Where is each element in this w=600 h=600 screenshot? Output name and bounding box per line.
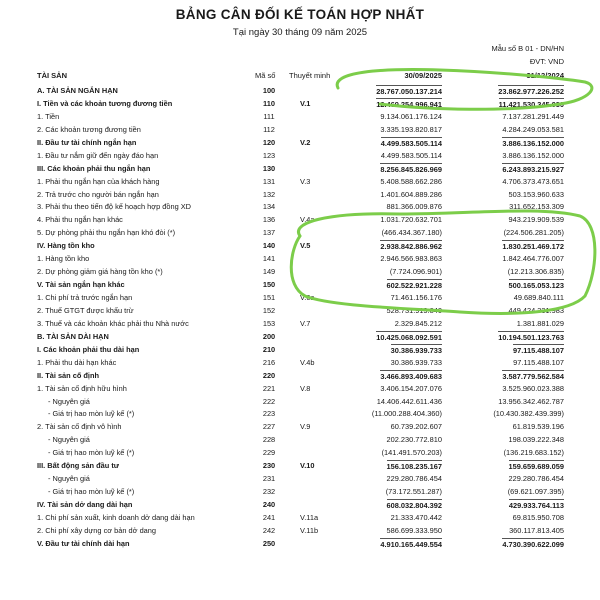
row-value-period-2: 198.039.222.348 — [508, 435, 564, 445]
report-date: Tại ngày 30 tháng 09 năm 2025 — [232, 27, 368, 38]
row-name: 1. Phải thu ngắn hạn của khách hàng — [37, 176, 160, 186]
row-name: 5. Dự phòng phải thu ngắn hạn khó đòi (*) — [37, 228, 176, 238]
row-code: 200 — [262, 331, 276, 341]
row-name: I. Tiền và các khoản tương đương tiền — [37, 98, 173, 108]
row-name: IV. Tài sản dở dang dài hạn — [37, 500, 133, 509]
table-row — [0, 292, 600, 305]
row-code: 150 — [262, 280, 276, 290]
row-name: - Giá trị hao mòn luỹ kế (*) — [48, 487, 135, 497]
table-row — [0, 357, 600, 370]
row-note: V.11b — [300, 525, 319, 535]
form-code: Mẫu số B 01 - DN/HN — [491, 44, 564, 53]
row-code: 110 — [263, 98, 275, 108]
row-code: 229 — [262, 448, 276, 458]
row-value-period-1: 12.469.254.996.941 — [376, 99, 442, 109]
row-value-period-1: 3.466.893.409.683 — [380, 371, 442, 381]
row-value-period-1: (466.434.367.180) — [381, 228, 442, 238]
row-value-period-1: (7.724.096.901) — [389, 267, 442, 277]
table-row — [0, 318, 600, 331]
row-name: II. Tài sản cố định — [37, 370, 100, 380]
row-code: 221 — [262, 383, 276, 393]
row-value-period-1: 1.401.604.889.286 — [380, 189, 442, 199]
table-row — [0, 163, 600, 176]
row-value-period-2: 4.706.373.473.651 — [502, 176, 564, 186]
row-name: 1. Tài sản cố định hữu hình — [37, 383, 127, 393]
row-value-period-1: 30.386.939.733 — [390, 357, 442, 367]
row-value-period-1: 528.731.919.840 — [386, 305, 442, 315]
row-name: A. TÀI SẢN NGẮN HẠN — [37, 86, 118, 95]
row-value-period-2: 97.115.488.107 — [513, 345, 564, 355]
row-code: 222 — [262, 396, 276, 406]
row-name: B. TÀI SẢN DÀI HẠN — [37, 331, 109, 341]
row-name: - Giá trị hao mòn luỹ kế (*) — [48, 448, 135, 458]
row-value-period-1: (11.000.288.404.360) — [371, 409, 442, 419]
row-name: 1. Đầu tư nắm giữ đến ngày đáo hạn — [37, 150, 159, 160]
table-row — [0, 227, 600, 240]
row-code: 100 — [262, 86, 276, 95]
table-header — [0, 71, 600, 82]
row-value-period-2: 49.689.840.111 — [513, 293, 564, 302]
row-code: 140 — [262, 241, 276, 251]
row-value-period-2: 943.219.909.539 — [508, 215, 564, 225]
row-code: 134 — [262, 202, 276, 212]
row-value-period-2: 1.381.881.029 — [516, 318, 564, 328]
row-name: 2. Trả trước cho người bán ngắn hạn — [37, 189, 159, 199]
row-name: - Nguyên giá — [48, 396, 90, 406]
row-value-period-2: 429.933.764.113 — [508, 501, 564, 510]
header-asset: TÀI SẢN — [37, 71, 67, 80]
row-value-period-2: 1.842.464.776.007 — [502, 254, 564, 264]
table-row — [0, 253, 600, 266]
row-name: 2. Thuế GTGT được khấu trừ — [37, 305, 134, 315]
row-name: 1. Tiền — [37, 111, 60, 121]
row-value-period-2: 10.194.501.123.763 — [498, 332, 564, 342]
row-value-period-2: (12.213.306.835) — [507, 267, 564, 277]
row-name: 2. Dự phòng giảm giá hàng tồn kho (*) — [37, 267, 163, 277]
table-row — [0, 214, 600, 227]
row-value-period-1: 71.461.156.176 — [390, 293, 442, 302]
row-name: 2. Chi phí xây dựng cơ bản dở dang — [37, 525, 157, 535]
row-value-period-2: 13.956.342.462.787 — [498, 396, 564, 406]
row-value-period-1: 9.134.061.176.124 — [380, 111, 442, 121]
row-code: 130 — [262, 163, 276, 173]
row-value-period-1: 4.499.583.505.114 — [380, 138, 442, 148]
row-code: 151 — [262, 293, 276, 302]
row-value-period-2: 159.659.689.059 — [508, 462, 564, 472]
table-row — [0, 305, 600, 318]
row-value-period-2: (136.219.683.152) — [503, 448, 564, 458]
table-row — [0, 383, 600, 396]
row-value-period-2: 4.284.249.053.581 — [502, 124, 564, 134]
row-value-period-2: 23.862.977.226.252 — [498, 87, 564, 96]
row-code: 241 — [262, 512, 276, 522]
row-note: V.10 — [300, 461, 315, 471]
row-name: III. Bất động sản đầu tư — [37, 461, 120, 471]
row-value-period-2: (10.430.382.439.399) — [493, 409, 564, 419]
row-name: II. Đầu tư tài chính ngắn hạn — [37, 137, 137, 147]
row-code: 228 — [262, 435, 276, 445]
row-value-period-2: (69.621.097.395) — [507, 487, 564, 497]
row-value-period-1: (141.491.570.203) — [381, 448, 442, 458]
row-value-period-2: 500.165.053.123 — [508, 281, 564, 291]
row-value-period-1: 608.032.804.392 — [386, 501, 442, 510]
row-value-period-1: 8.256.845.826.969 — [380, 164, 442, 174]
row-code: 137 — [262, 228, 276, 238]
table-row — [0, 486, 600, 499]
row-value-period-2: 1.830.251.469.172 — [502, 242, 564, 252]
row-name: - Nguyên giá — [48, 474, 90, 484]
row-value-period-2: 229.280.786.454 — [508, 474, 564, 484]
table-row — [0, 124, 600, 137]
currency-unit: ĐVT: VND — [529, 57, 564, 66]
row-note: V.11a — [300, 512, 319, 522]
row-code: 112 — [263, 124, 275, 134]
row-name: III. Các khoản phải thu ngắn hạn — [37, 163, 151, 173]
table-row — [0, 512, 600, 525]
row-name: 3. Thuế và các khoản khác phải thu Nhà nước — [37, 318, 189, 328]
row-code: 230 — [262, 461, 276, 471]
row-value-period-2: 503.153.960.633 — [508, 189, 564, 199]
row-value-period-2: 11.421.530.345.030 — [498, 99, 564, 109]
table-row — [0, 98, 600, 111]
table-row — [0, 331, 600, 344]
table-row — [0, 396, 600, 409]
row-note: V.4a — [300, 215, 315, 225]
table-row — [0, 538, 600, 551]
table-row — [0, 85, 600, 98]
row-name: 1. Chi phí trả trước ngắn hạn — [37, 293, 133, 302]
row-name: - Giá trị hao mòn luỹ kế (*) — [48, 409, 135, 419]
row-note: V.1 — [300, 98, 311, 108]
table-row — [0, 344, 600, 357]
row-value-period-1: 2.329.845.212 — [394, 318, 442, 328]
row-code: 152 — [262, 305, 276, 315]
row-note: V.9 — [300, 422, 311, 432]
table-row — [0, 421, 600, 434]
table-row — [0, 266, 600, 279]
row-value-period-2: 360.117.813.405 — [509, 525, 564, 535]
row-value-period-2: 61.819.539.196 — [512, 422, 564, 432]
row-value-period-2: 97.115.488.107 — [513, 357, 564, 367]
row-value-period-2: (224.506.281.205) — [503, 228, 564, 238]
row-value-period-1: 156.108.235.167 — [386, 462, 442, 472]
table-row — [0, 279, 600, 292]
row-value-period-1: 28.767.050.137.214 — [376, 87, 442, 96]
row-name: IV. Hàng tồn kho — [37, 241, 95, 251]
row-code: 240 — [262, 500, 276, 509]
balance-sheet-table — [0, 85, 600, 551]
row-code: 227 — [262, 422, 276, 432]
table-row — [0, 189, 600, 202]
row-code: 250 — [262, 538, 276, 548]
table-row — [0, 408, 600, 421]
row-note: V.2 — [300, 137, 311, 147]
row-name: 1. Phải thu dài hạn khác — [37, 357, 117, 367]
table-row — [0, 370, 600, 383]
row-value-period-1: 60.739.202.607 — [390, 422, 442, 432]
row-value-period-2: 449.424.331.983 — [508, 305, 564, 315]
row-code: 123 — [262, 150, 276, 160]
table-row — [0, 473, 600, 486]
row-note: V.8 — [300, 383, 311, 393]
row-value-period-1: 4.499.583.505.114 — [380, 150, 442, 160]
row-value-period-1: 5.408.588.662.286 — [380, 176, 442, 186]
row-code: 220 — [262, 370, 276, 380]
row-note: V.6a — [300, 293, 315, 302]
row-value-period-1: 3.335.193.820.817 — [380, 124, 442, 134]
table-row — [0, 460, 600, 473]
row-value-period-1: 4.910.165.449.554 — [380, 539, 442, 549]
row-name: - Nguyên giá — [48, 435, 90, 445]
row-value-period-1: 1.031.720.632.701 — [380, 215, 442, 225]
table-row — [0, 447, 600, 460]
row-value-period-1: 3.406.154.207.076 — [380, 383, 442, 393]
row-name: 1. Hàng tồn kho — [37, 254, 90, 264]
row-value-period-1: 586.699.333.950 — [386, 525, 442, 535]
row-name: 3. Phải thu theo tiến độ kế hoạch hợp đồng XD — [37, 202, 192, 212]
row-value-period-2: 3.525.960.023.388 — [502, 383, 564, 393]
row-value-period-1: 2.946.566.983.863 — [380, 254, 442, 264]
row-value-period-2: 3.886.136.152.000 — [502, 150, 564, 160]
table-row — [0, 525, 600, 538]
table-row — [0, 201, 600, 214]
row-code: 131 — [262, 176, 276, 186]
row-value-period-2: 69.815.950.708 — [512, 512, 564, 522]
row-code: 153 — [262, 318, 276, 328]
row-value-period-1: 14.406.442.611.436 — [376, 396, 442, 406]
row-name: I. Các khoản phải thu dài hạn — [37, 344, 140, 354]
row-code: 149 — [262, 267, 276, 277]
row-value-period-2: 311.652.153.309 — [509, 202, 564, 212]
row-value-period-2: 7.137.281.291.449 — [502, 111, 564, 121]
header-code: Mã số — [255, 71, 276, 80]
row-value-period-1: (73.172.551.287) — [385, 487, 442, 497]
row-code: 231 — [262, 474, 276, 484]
row-value-period-1: 10.425.068.092.591 — [376, 332, 442, 342]
row-note: V.7 — [300, 318, 311, 328]
row-code: 136 — [262, 215, 276, 225]
row-value-period-1: 2.938.842.886.962 — [380, 242, 442, 252]
table-row — [0, 150, 600, 163]
header-period-1: 30/09/2025 — [404, 71, 442, 80]
table-row — [0, 137, 600, 150]
table-row — [0, 499, 600, 512]
row-code: 120 — [262, 137, 276, 147]
row-value-period-1: 202.230.772.810 — [386, 435, 442, 445]
row-name: 2. Các khoản tương đương tiền — [37, 124, 141, 134]
table-row — [0, 176, 600, 189]
row-name: 2. Tài sản cố định vô hình — [37, 422, 122, 432]
table-row — [0, 434, 600, 447]
row-name: V. Đầu tư tài chính dài hạn — [37, 538, 130, 548]
report-title: BẢNG CÂN ĐỐI KẾ TOÁN HỢP NHẤT — [175, 7, 425, 22]
row-code: 132 — [262, 189, 276, 199]
row-name: V. Tài sản ngắn hạn khác — [37, 280, 125, 290]
row-value-period-1: 21.333.470.442 — [390, 512, 442, 522]
row-code: 111 — [263, 111, 275, 121]
row-code: 216 — [262, 357, 276, 367]
row-value-period-2: 4.730.390.622.099 — [502, 539, 564, 549]
row-code: 242 — [262, 525, 276, 535]
row-code: 210 — [262, 344, 276, 354]
row-value-period-2: 3.587.779.562.584 — [502, 371, 564, 381]
row-name: 1. Chi phí sản xuất, kinh doanh dở dang dài hạn — [37, 512, 195, 522]
row-value-period-1: 881.366.009.876 — [386, 202, 442, 212]
row-name: 4. Phải thu ngắn hạn khác — [37, 215, 123, 225]
header-period-2: 31/12/2024 — [526, 71, 564, 80]
row-value-period-1: 229.280.786.454 — [386, 474, 442, 484]
row-note: V.5 — [300, 241, 311, 251]
row-value-period-1: 602.522.921.228 — [386, 281, 442, 291]
row-code: 232 — [262, 487, 276, 497]
row-value-period-2: 6.243.893.215.927 — [502, 164, 564, 174]
table-row — [0, 111, 600, 124]
row-value-period-2: 3.886.136.152.000 — [502, 138, 564, 148]
row-code: 141 — [262, 254, 276, 264]
row-code: 223 — [262, 409, 276, 419]
row-note: V.4b — [300, 357, 315, 367]
table-row — [0, 240, 600, 253]
row-value-period-1: 30.386.939.733 — [390, 345, 442, 355]
row-note: V.3 — [300, 176, 311, 186]
header-note: Thuyết minh — [289, 71, 331, 80]
